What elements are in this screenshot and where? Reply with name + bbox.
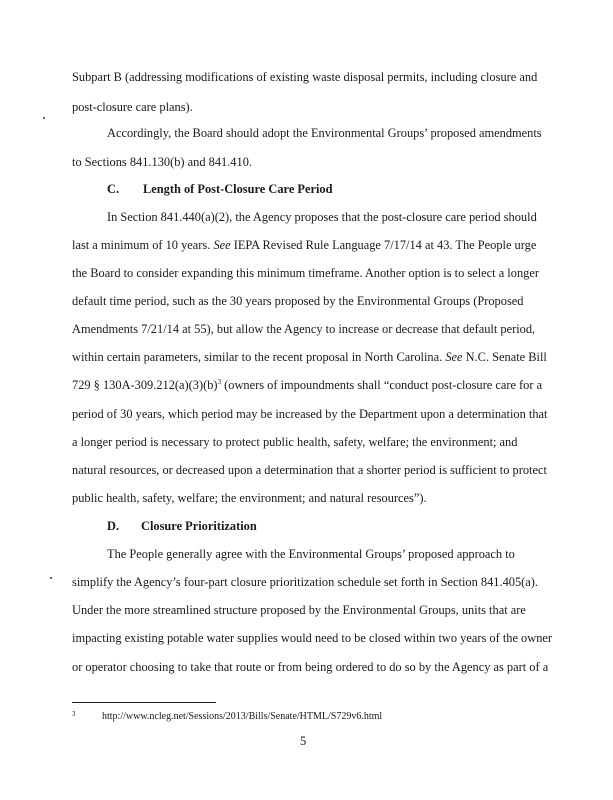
paragraph-line: Subpart B (addressing modifications of existing waste disposal permits, including closure and (72, 70, 538, 84)
citation-signal: See (213, 238, 231, 252)
section-title: Length of Post-Closure Care Period (143, 182, 333, 196)
paragraph-line: simplify the Agency’s four-part closure prioritization schedule set forth in Section 841.405(a). (72, 575, 539, 589)
section-title: Closure Prioritization (141, 519, 257, 533)
paragraph-line: Accordingly, the Board should adopt the Environmental Groups’ proposed amendments (107, 126, 542, 140)
paragraph-line: the Board to consider expanding this minimum timeframe. Another option is to select a longer (72, 266, 539, 280)
paragraph-line (72, 238, 536, 252)
scan-speck (50, 577, 52, 579)
paragraph-line: Amendments 7/21/14 at 55), but allow the Agency to increase or decrease that default period, (72, 322, 536, 336)
paragraph-line: The People generally agree with the Environmental Groups’ proposed approach to (107, 547, 515, 561)
text-run: (owners of impoundments shall “conduct post-closure care for a (221, 378, 543, 392)
paragraph-line (72, 350, 547, 364)
paragraph-line: Under the more streamlined structure proposed by the Environmental Groups, units that are (72, 603, 526, 617)
text-run: within certain parameters, similar to the recent proposal in North Carolina. (72, 350, 446, 364)
paragraph-line (72, 378, 542, 392)
paragraph-line: period of 30 years, which period may be increased by the Department upon a determination that (72, 407, 548, 421)
paragraph-line: In Section 841.440(a)(2), the Agency proposes that the post-closure care period should (107, 210, 537, 224)
paragraph-line: a longer period is necessary to protect public health, safety, welfare; the environment; and (72, 435, 518, 449)
footnote-divider (72, 702, 216, 703)
footnote-number: 3 (72, 710, 76, 718)
paragraph-line: or operator choosing to take that route or from being ordered to do so by the Agency as part of a (72, 660, 549, 674)
paragraph-line: natural resources, or decreased upon a determination that a shorter period is sufficient to protect (72, 463, 547, 477)
scan-speck (43, 117, 45, 119)
paragraph-line: public health, safety, welfare; the environment; and natural resources”). (72, 491, 427, 505)
footnote-url-link[interactable]: http://www.ncleg.net/Sessions/2013/Bills/Senate/HTML/S729v6.html (102, 711, 383, 722)
paragraph-line: default time period, such as the 30 years proposed by the Environmental Groups (Proposed (72, 294, 524, 308)
text-run: 729 § 130A-309.212(a)(3)(b) (72, 378, 218, 392)
footnote-reference[interactable]: 3 (217, 377, 222, 386)
section-letter: D. (107, 519, 120, 533)
text-run: last a minimum of 10 years. (72, 238, 214, 252)
citation-signal: See (445, 350, 463, 364)
paragraph-line: to Sections 841.130(b) and 841.410. (72, 155, 252, 169)
page-number: 5 (300, 734, 307, 748)
paragraph-line: impacting existing potable water supplies would need to be closed within two years of the owner (72, 631, 553, 645)
section-letter: C. (107, 182, 120, 196)
paragraph-line: post-closure care plans). (72, 100, 193, 114)
text-run: N.C. Senate Bill (462, 350, 547, 364)
text-run: IEPA Revised Rule Language 7/17/14 at 43. The People urge (230, 238, 537, 252)
